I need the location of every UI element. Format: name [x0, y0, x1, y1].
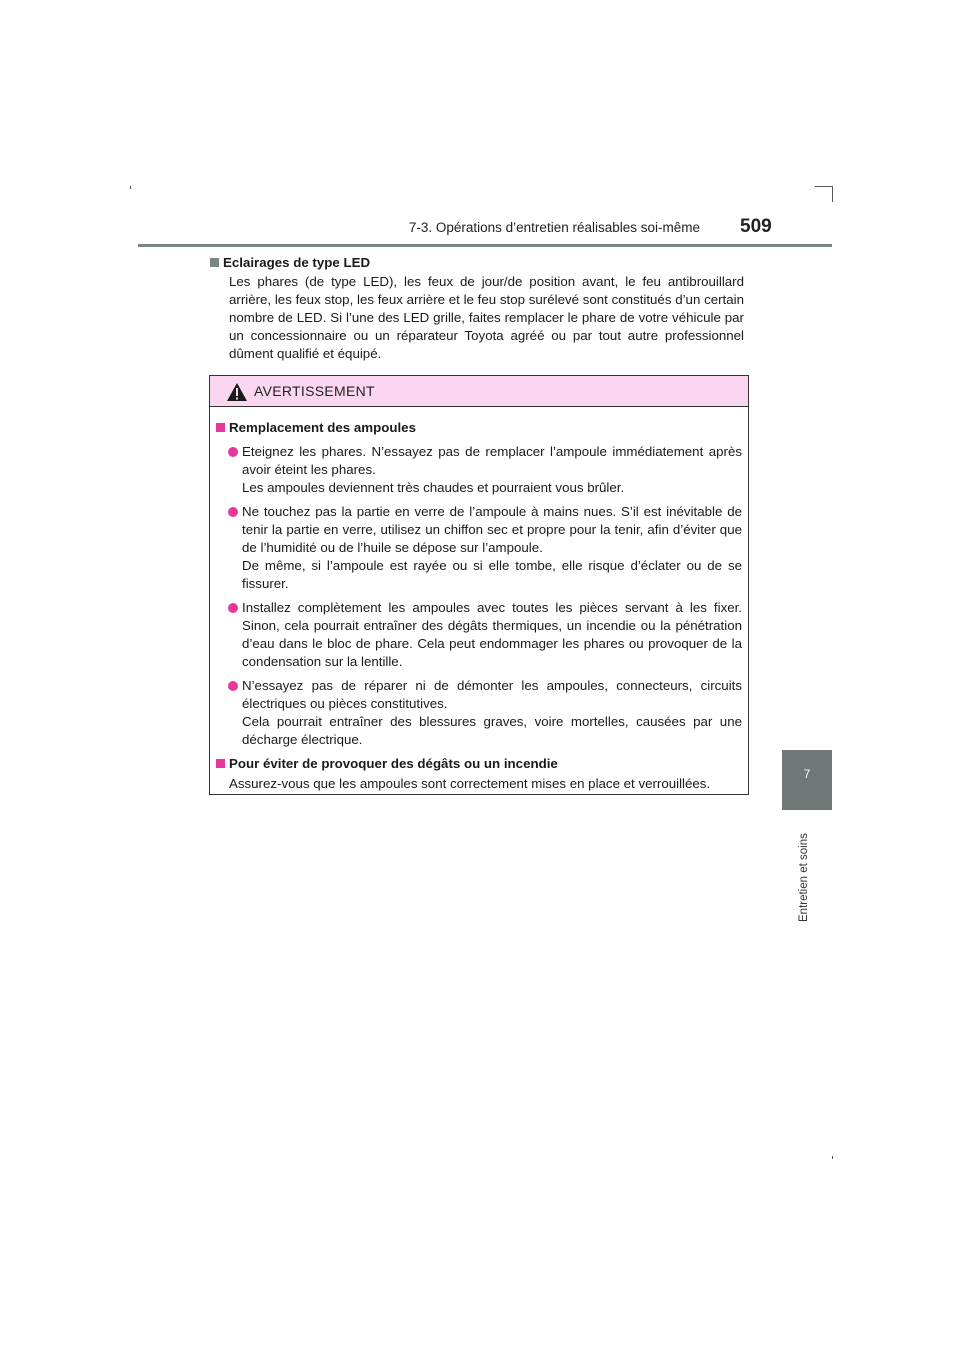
- warning-triangle-icon: [226, 382, 248, 402]
- crop-mark-top-right-v: [832, 186, 833, 202]
- round-bullet-icon: [228, 447, 238, 457]
- warning-item-text: Cela pourrait entraîner des blessures graves, voire mortelles, causées par une décharge électrique.: [242, 714, 742, 747]
- warning-subsection-text: Assurez-vous que les ampoules sont correctement mises en place et verrouillées.: [229, 776, 711, 791]
- warning-item-text: N’essayez pas de réparer ni de démonter les ampoules, connecteurs, circuits électriques ou pièces constitutives.: [242, 678, 742, 711]
- crop-mark-top-right-h: [815, 186, 833, 187]
- led-section-text: Les phares (de type LED), les feux de jour/de position avant, le feu antibrouillard arrière, les feux stop, les feux arrière et le feu stop surélevé sont constitués d’un certain nombre de LED. Si l’une des LED grille, faites remplacer le phare de votre véhicule par un concessionnaire ou un réparateur Toyota agréé ou par tout autre professionnel dûment qualifié et équipé.: [229, 274, 744, 361]
- chapter-tab: [782, 750, 832, 810]
- warning-subsection-title: Pour éviter de provoquer des dégâts ou un incendie: [229, 756, 558, 771]
- warning-list-item: [216, 443, 742, 497]
- led-section-title-row: [210, 254, 744, 272]
- warning-subsection-title-row: [216, 755, 742, 773]
- square-bullet-icon: [210, 258, 219, 267]
- square-bullet-icon: [216, 423, 225, 432]
- chapter-label: Entretien et soins: [798, 833, 810, 922]
- warning-subsection-title-row: [216, 419, 742, 437]
- warning-item-text: Installez complètement les ampoules avec toutes les pièces servant à les fixer. Sinon, cela pourrait entraîner des dégâts thermiques, un incendie ou la pénétration d’eau dans le bloc de phare. Cela peut endommager les phares ou provoquer de la condensation sur la lentille.: [242, 600, 742, 669]
- round-bullet-icon: [228, 603, 238, 613]
- header-divider: [138, 244, 832, 247]
- chapter-number: 7: [803, 767, 811, 781]
- chapter-label-container: [796, 818, 816, 928]
- warning-item-text: Eteignez les phares. N’essayez pas de remplacer l’ampoule immédiatement après avoir éteint les phares.: [242, 444, 742, 477]
- crop-mark-top-left: [130, 186, 131, 189]
- warning-header: [210, 376, 748, 407]
- round-bullet-icon: [228, 507, 238, 517]
- warning-list-item: [216, 599, 742, 671]
- warning-item-text: Les ampoules deviennent très chaudes et pourraient vous brûler.: [242, 480, 625, 495]
- warning-item-text: Ne touchez pas la partie en verre de l’ampoule à mains nues. S’il est inévitable de tenir la partie en verre, utilisez un chiffon sec et propre pour la tenir, afin d’éviter que de l’humidité ou de l’huile se dépose sur l’ampoule.: [242, 504, 742, 555]
- warning-body: [210, 407, 748, 793]
- round-bullet-icon: [228, 681, 238, 691]
- warning-item-text: De même, si l’ampoule est rayée ou si elle tombe, elle risque d’éclater ou de se fissurer.: [242, 558, 742, 591]
- warning-list-item: [216, 503, 742, 593]
- crop-mark-bottom-right: [832, 1156, 833, 1159]
- warning-subsection-title: Remplacement des ampoules: [229, 420, 416, 435]
- square-bullet-icon: [216, 759, 225, 768]
- led-section-title: Eclairages de type LED: [223, 255, 371, 270]
- warning-list-item: [216, 677, 742, 749]
- led-section: [210, 254, 744, 363]
- warning-box: [209, 375, 749, 795]
- warning-title: AVERTISSEMENT: [254, 383, 375, 399]
- page-number: 509: [740, 216, 772, 237]
- section-header-title: 7-3. Opérations d’entretien réalisables soi-même: [408, 220, 700, 235]
